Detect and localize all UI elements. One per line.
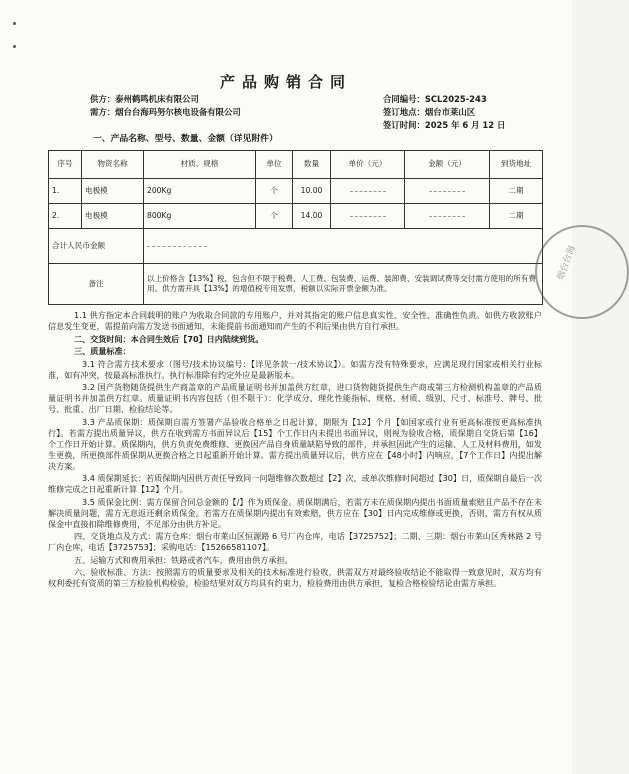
binding-hole [13,45,16,48]
row-number: 1. [49,179,82,204]
clause-2: 二、交货时间：本合同生效后【70】日内陆续到货。 [74,333,264,344]
remark-label: 备注 [49,264,144,305]
clause-6: 六、验收标准、方法：按照需方的质量要求及相关的技术标准进行验收，供需双方对最终验收结论不能取得一致意见时，双方均有权利委托有资质的第三方检验机构检验，检验结果对双方均具有约束力，检验费用由供方承担，复检合格检验结论由需方承担。 [48,567,542,588]
header-cell: 物资名称 [82,151,144,179]
header-cell: 到货地址 [490,151,543,179]
clause-1-1: 1.1 供方指定本合同载明的账户为收取合同款的专用账户，并对其指定的账户信息真实性、安全性、准确性负责。如供方收款账户信息发生变更，需提前向需方发送书面通知，未能提前书面通知而产生的不利后果由供方自行承担。 [48,310,542,331]
document-title: 产品购销合同 [219,73,352,91]
item-quantity: 14.00 [293,204,331,229]
unit-price-redacted [331,204,405,229]
header-cell: 单位 [256,151,293,179]
header-cell: 材质、规格 [144,151,256,179]
redaction-mark [350,190,386,192]
company-seal [535,225,629,319]
clause-3-3: 3.3 产品质保期：质保期自需方签署产品验收合格单之日起计算，期限为【12】个月【如国家或行业有更高标准按更高标准执行】。若需方提出质量异议，供方在收到需方书面异议后【15】个工作日内未提出书面异议，则视为验收合格，质保期自交货后第【16】个工作日开始计算。质保期内，供方负责免费维修、更换因产品自身质量缺陷导致的部件，并承担因此产生的运输、人工及材料费用，如发生更换，所更换部件质保期从更换合格之日起重新开始计算。需方提出质量异议后，供方应在【48小时】内响应，【7个工作日】内提出解决方案。 [48,416,542,471]
header-cell: 金额（元） [405,151,490,179]
sign-date: 签订时间：2025 年 6 月 12 日 [383,120,506,130]
binding-hole [13,22,16,25]
contract-clauses [48,310,542,591]
item-quantity: 10.00 [293,179,331,204]
clause-3: 三、质量标准： [74,346,131,356]
clause-5: 五、运输方式和费用承担：铁路或者汽车，费用由供方承担。 [74,554,293,565]
header-cell: 单价（元） [331,151,405,179]
redaction-mark [429,190,465,192]
supplier-label: 供方： [90,94,116,104]
table-row [49,204,543,229]
remark-row [49,264,543,305]
buyer-label: 需方： [90,107,116,117]
contract-number: 合同编号：SCL2025-243 [383,94,487,104]
redaction-mark [350,215,386,217]
clause-3-4: 3.4 质保期延长：若质保期内因供方责任导致同一问题维修次数超过【2】次，或单次维修时间超过【30】日，质保期自最后一次维修完成之日起重新计算【12】个月。 [48,473,542,494]
remark-text: 以上价格含【13%】税，包含但不限于税费、人工费、包装费、运费、装卸费、安装调试费等交付需方使用的所有费用。供方需开具【13%】的增值税专用发票，税额以实际开票金额为准。 [144,264,543,305]
table-header-row [49,151,543,179]
unit-price-redacted [331,179,405,204]
item-unit: 个 [256,204,293,229]
amount-redacted [405,204,490,229]
total-row [49,229,543,264]
amount-redacted [405,179,490,204]
product-table [48,150,543,305]
clause-4: 四、交货地点及方式：需方仓库：烟台市莱山区恒源路 6 号厂内仓库，电话【3725752】；二期、三期：烟台市莱山区秀林路 2 号厂内仓库，电话【3725753】；采购电话：【15266581107】。 [48,531,542,552]
redaction-mark [429,215,465,217]
clause-3-5: 3.5 质保金比例：需方保留合同总金额的【/】作为质保金。质保期满后，若需方未在质保期内提出书面质量索赔且产品不存在未解决质量问题，需方无息返还剩余质保金。若需方在质保期内提出有效索赔，供方应在【30】日内完成维修或更换，否则，需方有权从质保金中直接扣除维修费用，不足部分由供方补足。 [48,496,542,529]
buyer-name: 烟台台海玛努尔核电设备有限公司 [115,107,241,117]
sign-place: 签订地点：烟台市莱山区 [383,107,476,117]
table-row [49,179,543,204]
item-name: 电极模 [82,179,144,204]
delivery-address: 二期 [490,204,543,229]
row-number: 2. [49,204,82,229]
section-1-title: 一、产品名称、型号、数量、金额（详见附件） [93,134,278,144]
supplier-name: 泰州鹤鸣机床有限公司 [115,94,199,104]
clause-3-2: 3.2 国产货物随货提供生产商盖章的产品质量证明书并加盖供方红章，进口货物随货提供生产商或第三方检测机构盖章的产品质量证明书并加盖供方红章。质量证明书内容包括（但不限于）：化学成分、理化性能指标、规格、材质、级别、尺寸、标准号、牌号、批号、批重、出厂日期、检验结论等。 [48,382,542,414]
total-amount-redacted [144,229,543,264]
item-spec: 800Kg [144,204,256,229]
clause-3-1: 3.1 符合需方技术要求（图号/技术协议编号：【详见条款一/技术协议】）。如需方没有特殊要求，应满足现行国家或相关行业标准，如有冲突，按最高标准执行。执行标准除有约定外应是最新版本。 [48,358,542,380]
seal-text: 烟台台海 [556,244,578,282]
item-unit: 个 [256,179,293,204]
item-spec: 200Kg [144,179,256,204]
buyer-line [90,107,241,118]
item-name: 电极模 [82,204,144,229]
header-cell: 序号 [49,151,82,179]
supplier-line [90,94,199,105]
total-label: 合计人民币金额 [49,229,144,264]
delivery-address: 二期 [490,179,543,204]
header-cell: 数量 [293,151,331,179]
redaction-mark [147,245,207,247]
